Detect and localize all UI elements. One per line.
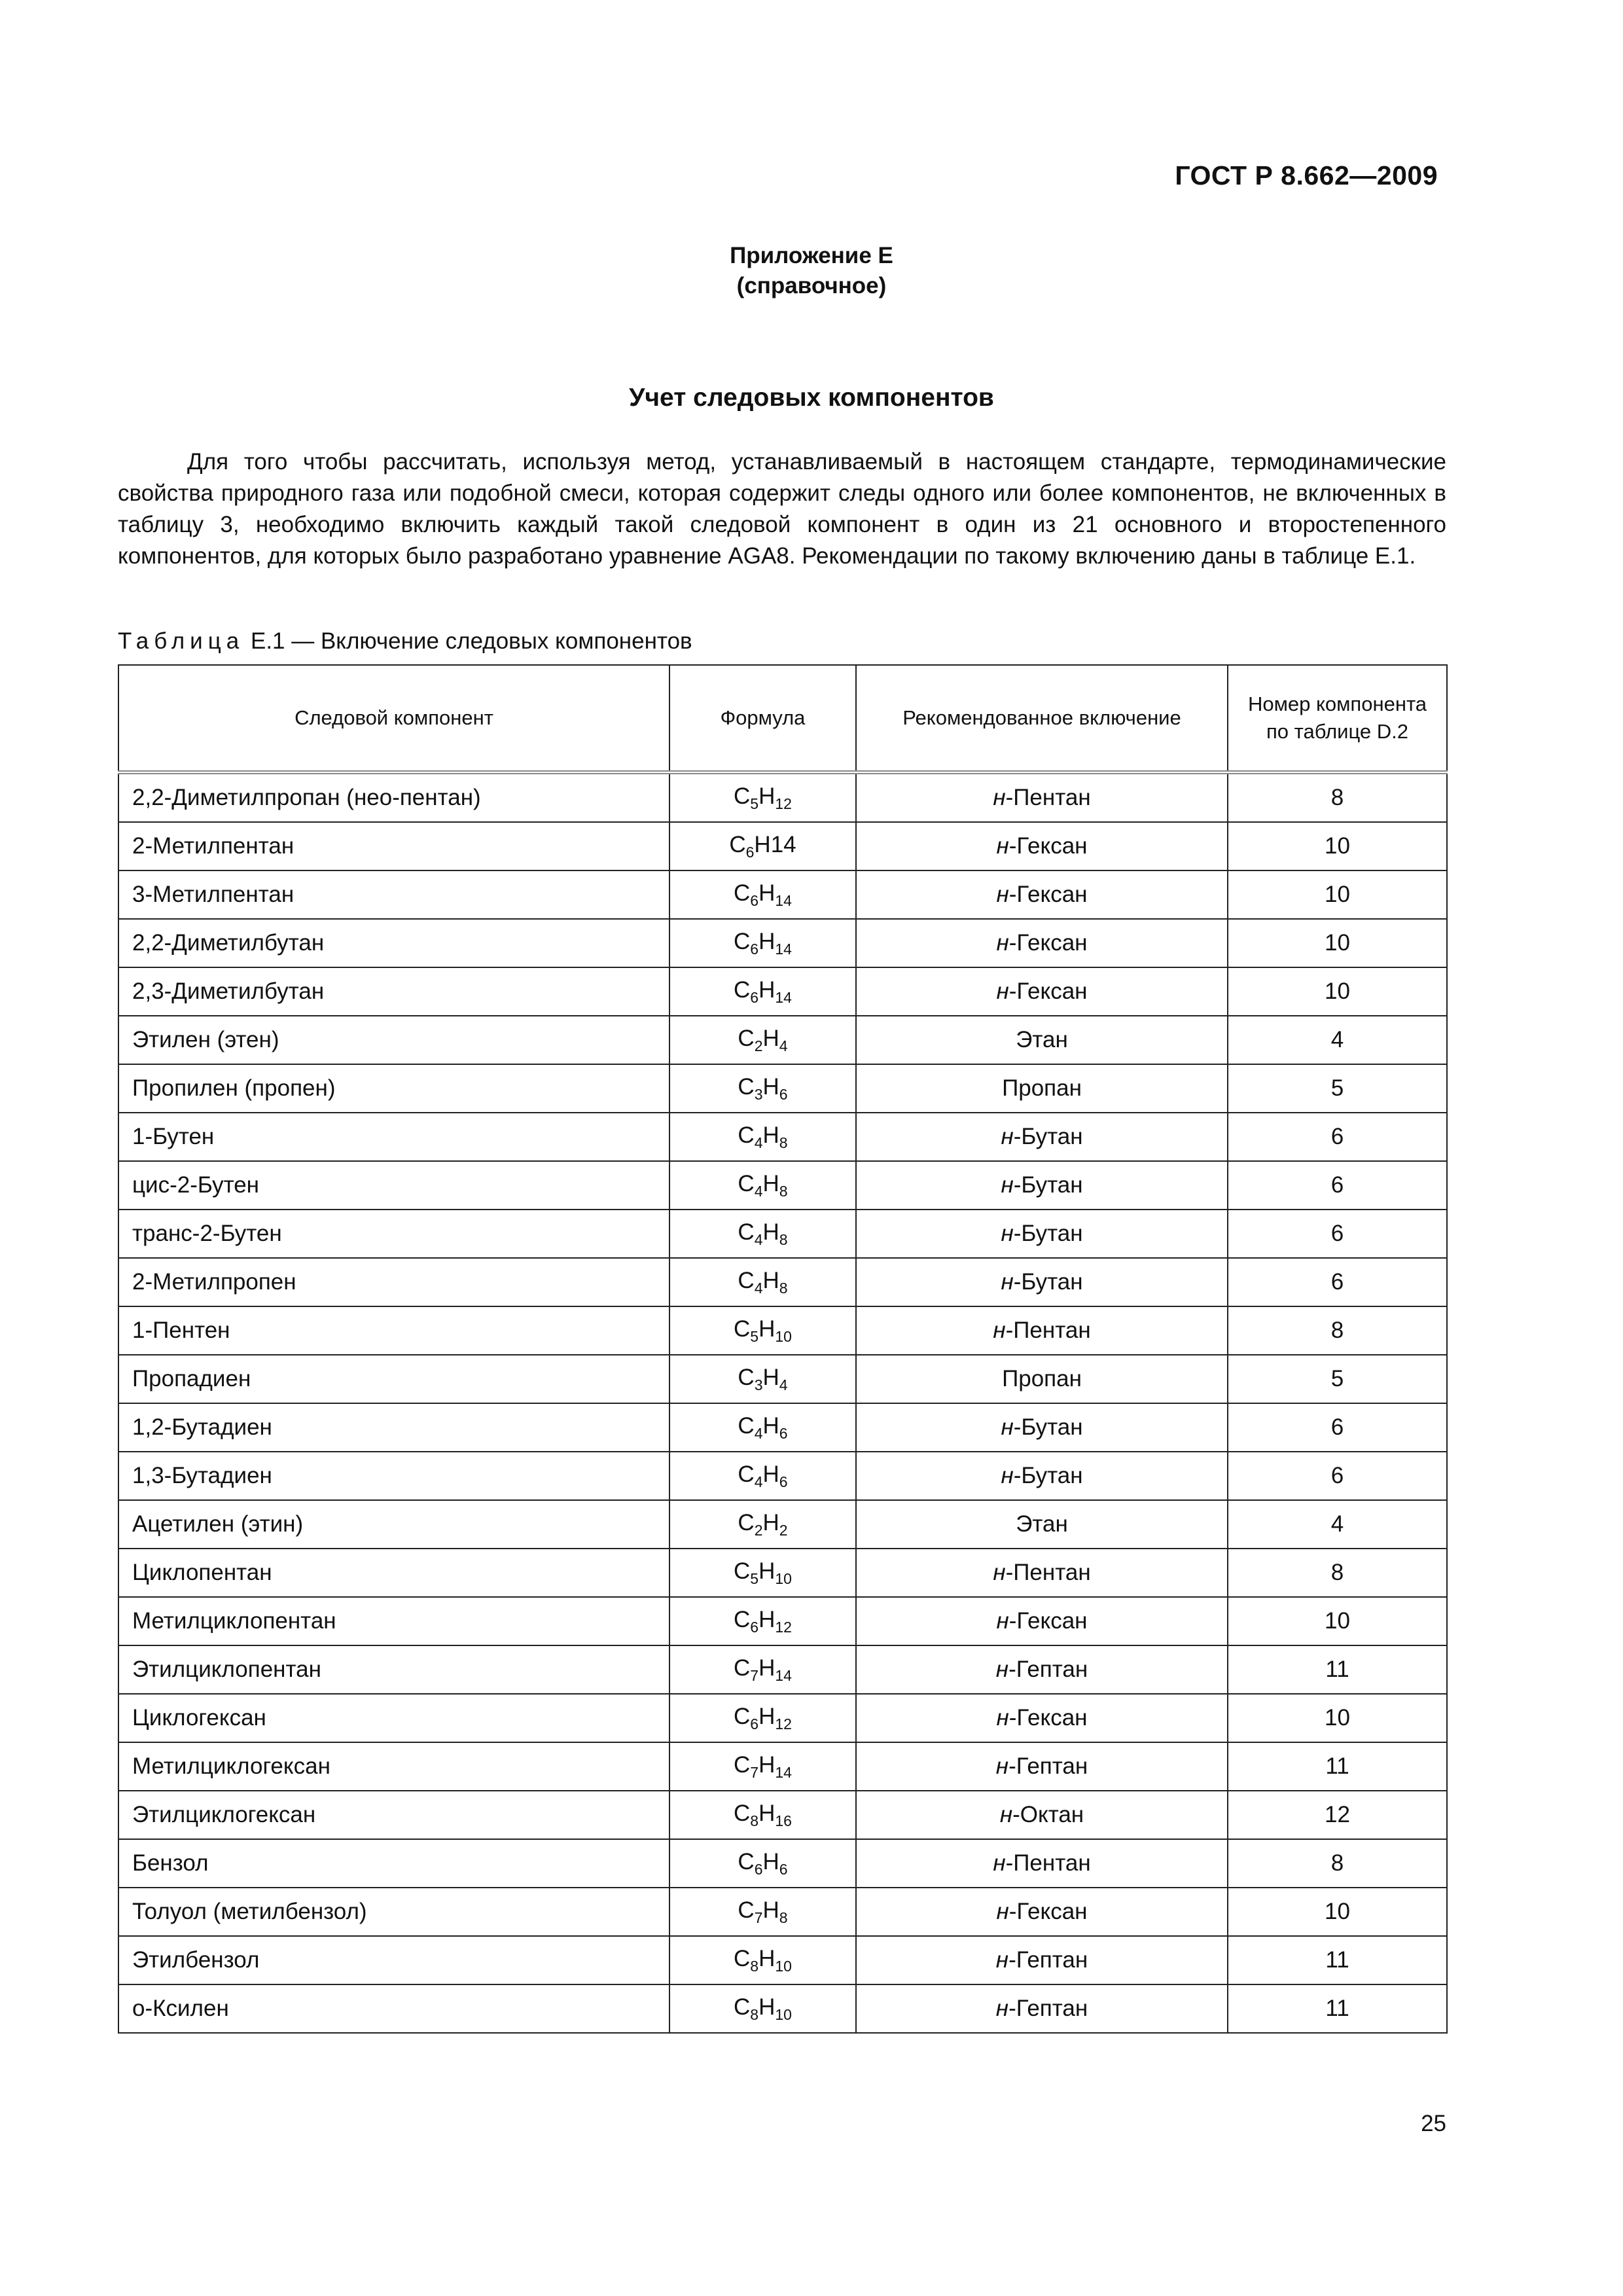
formula-subscript: 4 [754,1473,763,1490]
component-number-cell: 6 [1228,1452,1447,1500]
component-name-cell: Метилциклогексан [118,1742,669,1791]
formula-element: H [762,1170,779,1196]
formula-element: C [738,1509,755,1535]
inclusion-name: -Пентан [1005,785,1091,810]
inclusion-name: -Октан [1012,1802,1084,1827]
table-row [118,1258,1447,1306]
component-name-cell: 2,2-Диметилбутан [118,919,669,967]
formula-cell [669,1403,856,1452]
page-number: 25 [1421,2111,1446,2136]
component-number-cell: 10 [1228,870,1447,919]
formula-element: H [758,1945,776,1971]
inclusion-cell [856,1306,1228,1355]
formula-subscript: 6 [779,1473,788,1490]
inclusion-prefix: н [1001,1172,1014,1198]
table-caption-text: Е.1 — Включение следовых компонентов [250,628,692,654]
formula-element: C [738,1219,755,1245]
formula-element: C [738,1412,755,1439]
inclusion-prefix: н [996,930,1009,956]
header-inclusion: Рекомендованное включение [856,665,1228,772]
table-row [118,1694,1447,1742]
inclusion-cell [856,1597,1228,1645]
component-name-cell: Толуол (метилбензол) [118,1888,669,1936]
inclusion-prefix: н [996,978,1009,1004]
inclusion-prefix: н [1001,1463,1014,1488]
formula-element: C [738,1848,755,1874]
table-row [118,1306,1447,1355]
inclusion-prefix: н [1001,1414,1014,1440]
inclusion-prefix: н [996,1899,1009,1924]
component-number-cell: 10 [1228,1597,1447,1645]
formula-element: C [734,928,751,954]
inclusion-cell [856,1936,1228,1984]
inclusion-prefix: н [993,1850,1006,1876]
component-number-cell: 12 [1228,1791,1447,1839]
table-row [118,1936,1447,1984]
component-name-cell: 2,3-Диметилбутан [118,967,669,1016]
formula-cell [669,1839,856,1888]
formula-subscript: 4 [754,1279,763,1297]
inclusion-name: Пропан [1002,1366,1082,1391]
formula-element: C [734,1703,751,1729]
formula-cell [669,1258,856,1306]
inclusion-name: -Гептан [1008,1996,1088,2021]
formula-subscript: 8 [779,1230,788,1248]
component-name-cell: 1,3-Бутадиен [118,1452,669,1500]
formula-subscript: 10 [775,1957,792,1975]
component-name-cell: Циклопентан [118,1549,669,1597]
component-number-cell: 4 [1228,1016,1447,1064]
formula-element: H [762,1025,779,1051]
formula-element: H [762,1364,779,1390]
formula-subscript: 8 [750,1812,759,1829]
formula-cell [669,1355,856,1403]
inclusion-prefix: н [996,833,1009,859]
inclusion-prefix: н [1001,1221,1014,1246]
formula-element: C [738,1897,755,1923]
inclusion-prefix: н [996,1705,1009,1731]
component-number-cell: 10 [1228,1888,1447,1936]
table-row [118,1500,1447,1549]
formula-element: H [758,1655,776,1681]
formula-subscript: 3 [754,1376,763,1393]
component-number-cell: 6 [1228,1161,1447,1210]
component-number-cell: 8 [1228,772,1447,822]
formula-element: C [729,831,746,857]
table-row [118,1549,1447,1597]
formula-subscript: 10 [775,1327,792,1345]
formula-cell [669,822,856,870]
component-number-cell: 10 [1228,822,1447,870]
formula-element: C [738,1122,755,1148]
formula-cell [669,1113,856,1161]
inclusion-name: -Бутан [1013,1414,1083,1440]
formula-element: H [762,1848,779,1874]
inclusion-name: -Гексан [1008,930,1088,956]
inclusion-name: -Бутан [1013,1172,1083,1198]
formula-element: H [762,1412,779,1439]
formula-element: H [762,1461,779,1487]
table-row [118,1161,1447,1210]
formula-subscript: 7 [750,1666,759,1684]
formula-element: H [758,1800,776,1826]
formula-element: C [734,880,751,906]
inclusion-cell [856,1645,1228,1694]
component-name-cell: 2-Метилпентан [118,822,669,870]
formula-subscript: 5 [750,795,759,812]
table-row [118,1888,1447,1936]
formula-cell [669,1549,856,1597]
table-row [118,1597,1447,1645]
component-number-cell: 10 [1228,919,1447,967]
inclusion-name: -Гексан [1008,978,1088,1004]
table-row [118,1452,1447,1500]
formula-subscript: 14 [775,1666,792,1684]
formula-cell [669,1452,856,1500]
component-name-cell: Этилен (этен) [118,1016,669,1064]
inclusion-name: -Пентан [1005,1318,1091,1343]
formula-subscript: 4 [779,1376,788,1393]
formula-subscript: 8 [779,1182,788,1200]
formula-subscript: 8 [779,1279,788,1297]
table-row [118,870,1447,919]
formula-cell [669,1742,856,1791]
formula-subscript: 14 [775,1763,792,1781]
component-name-cell: 1-Пентен [118,1306,669,1355]
inclusion-cell [856,1839,1228,1888]
formula-element: H [758,1703,776,1729]
formula-cell [669,1984,856,2033]
component-name-cell: Этилбензол [118,1936,669,1984]
table-header-row [118,665,1447,772]
formula-element: C [738,1170,755,1196]
inclusion-cell [856,1452,1228,1500]
inclusion-cell [856,1888,1228,1936]
formula-element: C [734,1558,751,1584]
formula-element: C [734,1751,751,1778]
inclusion-cell [856,772,1228,822]
formula-cell [669,1645,856,1694]
formula-element: C [738,1025,755,1051]
formula-subscript: 6 [750,988,759,1006]
inclusion-name: Этан [1016,1027,1068,1052]
formula-cell [669,1210,856,1258]
component-number-cell: 5 [1228,1355,1447,1403]
formula-cell [669,1500,856,1549]
formula-cell [669,967,856,1016]
inclusion-cell [856,822,1228,870]
formula-cell [669,919,856,967]
formula-element: H [762,1897,779,1923]
component-name-cell: транс-2-Бутен [118,1210,669,1258]
table-row [118,772,1447,822]
formula-subscript: 4 [754,1230,763,1248]
formula-cell [669,870,856,919]
table-row [118,822,1447,870]
formula-subscript: 6 [779,1424,788,1442]
inclusion-name: -Бутан [1013,1124,1083,1149]
component-name-cell: Метилциклопентан [118,1597,669,1645]
inclusion-cell [856,1791,1228,1839]
component-number-cell: 5 [1228,1064,1447,1113]
formula-subscript: 2 [754,1037,763,1054]
component-name-cell: 1-Бутен [118,1113,669,1161]
component-number-cell: 8 [1228,1306,1447,1355]
inclusion-name: -Бутан [1013,1221,1083,1246]
formula-element: H [758,928,776,954]
formula-element: C [734,1316,751,1342]
formula-cell [669,1694,856,1742]
formula-subscript: 4 [779,1037,788,1054]
component-name-cell: цис-2-Бутен [118,1161,669,1210]
inclusion-name: -Пентан [1005,1560,1091,1585]
formula-element: H [762,1509,779,1535]
inclusion-prefix: н [999,1802,1013,1827]
header-formula: Формула [669,665,856,772]
inclusion-name: -Гексан [1008,882,1088,907]
formula-subscript: 8 [750,1957,759,1975]
table-row [118,1984,1447,2033]
inclusion-prefix: н [993,1560,1006,1585]
trace-components-table [118,664,1448,2034]
component-name-cell: Циклогексан [118,1694,669,1742]
formula-subscript: 7 [750,1763,759,1781]
inclusion-prefix: н [996,882,1009,907]
component-name-cell: Ацетилен (этин) [118,1500,669,1549]
document-code: ГОСТ Р 8.662—2009 [1175,160,1438,190]
formula-element: C [738,1364,755,1390]
formula-element: C [734,1655,751,1681]
formula-element: C [734,1945,751,1971]
component-name-cell: Пропадиен [118,1355,669,1403]
formula-element: C [738,1461,755,1487]
formula-subscript: 12 [775,1715,792,1732]
formula-subscript: 6 [750,891,759,909]
formula-element: H [758,1558,776,1584]
formula-subscript: 6 [779,1085,788,1103]
header-number: Номер компонента по таблице D.2 [1228,665,1447,772]
formula-subscript: 10 [775,2005,792,2023]
inclusion-name: -Гептан [1008,1753,1088,1779]
table-row [118,1210,1447,1258]
inclusion-name: -Гептан [1008,1657,1088,1682]
formula-cell [669,1597,856,1645]
formula-subscript: 7 [754,1909,763,1926]
inclusion-name: -Пентан [1005,1850,1091,1876]
annex-title: Приложение Е [730,243,893,268]
formula-subscript: 2 [779,1521,788,1539]
table-row [118,1355,1447,1403]
component-number-cell: 6 [1228,1210,1447,1258]
inclusion-name: -Гексан [1008,833,1088,859]
formula-subscript: 14 [775,891,792,909]
inclusion-prefix: н [993,1318,1006,1343]
formula-subscript: 2 [754,1521,763,1539]
inclusion-prefix: н [995,1753,1009,1779]
formula-element: C [738,1073,755,1100]
inclusion-cell [856,1258,1228,1306]
inclusion-name: -Бутан [1013,1463,1083,1488]
table-body [118,772,1447,2033]
formula-subscript: 4 [754,1134,763,1151]
component-name-cell: 2,2-Диметилпропан (нео-пентан) [118,772,669,822]
inclusion-cell [856,1694,1228,1742]
inclusion-cell [856,1549,1228,1597]
inclusion-prefix: н [1001,1124,1014,1149]
inclusion-cell [856,1500,1228,1549]
component-number-cell: 6 [1228,1258,1447,1306]
formula-subscript: 6 [750,1715,759,1732]
table-row [118,1645,1447,1694]
component-name-cell: Бензол [118,1839,669,1888]
formula-element: C [734,1994,751,2020]
inclusion-cell [856,1161,1228,1210]
component-name-cell: Этилциклогексан [118,1791,669,1839]
table-row [118,1791,1447,1839]
formula-element: H [758,1994,776,2020]
formula-element: H [762,1073,779,1100]
inclusion-prefix: н [996,1608,1009,1634]
inclusion-cell [856,1403,1228,1452]
inclusion-prefix: н [995,1657,1009,1682]
component-name-cell: о-Ксилен [118,1984,669,2033]
component-number-cell: 6 [1228,1403,1447,1452]
formula-cell [669,1791,856,1839]
formula-element: H14 [754,831,796,857]
formula-element: C [734,977,751,1003]
inclusion-name: -Бутан [1013,1269,1083,1295]
formula-subscript: 3 [754,1085,763,1103]
formula-cell [669,1161,856,1210]
table-row [118,1016,1447,1064]
intro-paragraph: Для того чтобы рассчитать, используя метод, устанавливаемый в настоящем стандарте, термодинамические свойства природного газа или подобной смеси, которая содержит следы одного или более компонентов, не включенных в таблицу 3, необходимо включить каждый такой следовой компонент в один из 21 основного и второстепенного компонентов, для которых было разработано уравнение AGA8. Рекомендации по такому включению даны в таблице Е.1. [118,449,1446,569]
formula-subscript: 5 [750,1570,759,1587]
inclusion-prefix: н [995,1947,1009,1973]
component-number-cell: 11 [1228,1742,1447,1791]
inclusion-cell [856,1355,1228,1403]
component-number-cell: 11 [1228,1984,1447,2033]
inclusion-cell [856,967,1228,1016]
formula-element: H [758,880,776,906]
formula-subscript: 5 [750,1327,759,1345]
formula-cell [669,1888,856,1936]
component-name-cell: 2-Метилпропен [118,1258,669,1306]
formula-subscript: 8 [779,1909,788,1926]
component-number-cell: 11 [1228,1645,1447,1694]
inclusion-prefix: н [995,1996,1009,2021]
formula-subscript: 14 [775,940,792,958]
inclusion-name: -Гексан [1008,1705,1088,1731]
inclusion-prefix: н [1001,1269,1014,1295]
annex-heading [0,241,1623,301]
component-name-cell: 3-Метилпентан [118,870,669,919]
formula-element: C [734,1800,751,1826]
table-row [118,1742,1447,1791]
inclusion-cell [856,1984,1228,2033]
formula-subscript: 12 [775,795,792,812]
formula-subscript: 6 [779,1860,788,1878]
inclusion-cell [856,919,1228,967]
table-row [118,1113,1447,1161]
formula-subscript: 8 [779,1134,788,1151]
component-name-cell: Пропилен (пропен) [118,1064,669,1113]
component-number-cell: 8 [1228,1839,1447,1888]
annex-type: (справочное) [736,273,887,298]
formula-subscript: 14 [775,988,792,1006]
table-row [118,1839,1447,1888]
inclusion-cell [856,1742,1228,1791]
formula-cell [669,1936,856,1984]
formula-subscript: 6 [754,1860,763,1878]
formula-element: H [762,1219,779,1245]
table-row [118,1064,1447,1113]
component-number-cell: 10 [1228,967,1447,1016]
inclusion-name: -Гексан [1008,1608,1088,1634]
inclusion-cell [856,1210,1228,1258]
formula-subscript: 6 [745,843,755,861]
inclusion-name: -Гептан [1008,1947,1088,1973]
formula-element: C [734,1606,751,1632]
inclusion-name: Пропан [1002,1075,1082,1101]
component-number-cell: 11 [1228,1936,1447,1984]
inclusion-name: -Гексан [1008,1899,1088,1924]
component-number-cell: 10 [1228,1694,1447,1742]
formula-element: C [734,783,751,809]
component-number-cell: 8 [1228,1549,1447,1597]
formula-subscript: 10 [775,1570,792,1587]
formula-cell [669,1016,856,1064]
formula-element: C [738,1267,755,1293]
inclusion-prefix: н [993,785,1006,810]
formula-subscript: 8 [750,2005,759,2023]
formula-subscript: 4 [754,1424,763,1442]
table-caption-label: Таблица [118,628,245,654]
formula-subscript: 4 [754,1182,763,1200]
inclusion-name: Этан [1016,1511,1068,1537]
formula-subscript: 16 [775,1812,792,1829]
formula-subscript: 6 [750,1618,759,1636]
inclusion-cell [856,1113,1228,1161]
component-name-cell: Этилциклопентан [118,1645,669,1694]
formula-element: H [758,1606,776,1632]
formula-element: H [762,1267,779,1293]
formula-element: H [758,977,776,1003]
formula-subscript: 6 [750,940,759,958]
table-row [118,967,1447,1016]
section-title: Учет следовых компонентов [629,384,994,412]
formula-subscript: 12 [775,1618,792,1636]
formula-cell [669,1306,856,1355]
formula-element: H [758,1751,776,1778]
component-number-cell: 6 [1228,1113,1447,1161]
component-name-cell: 1,2-Бутадиен [118,1403,669,1452]
formula-cell [669,772,856,822]
formula-cell [669,1064,856,1113]
table-row [118,919,1447,967]
header-component: Следовой компонент [118,665,669,772]
table-caption [118,628,692,655]
inclusion-cell [856,1016,1228,1064]
component-number-cell: 4 [1228,1500,1447,1549]
table-row [118,1403,1447,1452]
inclusion-cell [856,1064,1228,1113]
formula-element: H [762,1122,779,1148]
formula-element: H [758,783,776,809]
formula-element: H [758,1316,776,1342]
inclusion-cell [856,870,1228,919]
